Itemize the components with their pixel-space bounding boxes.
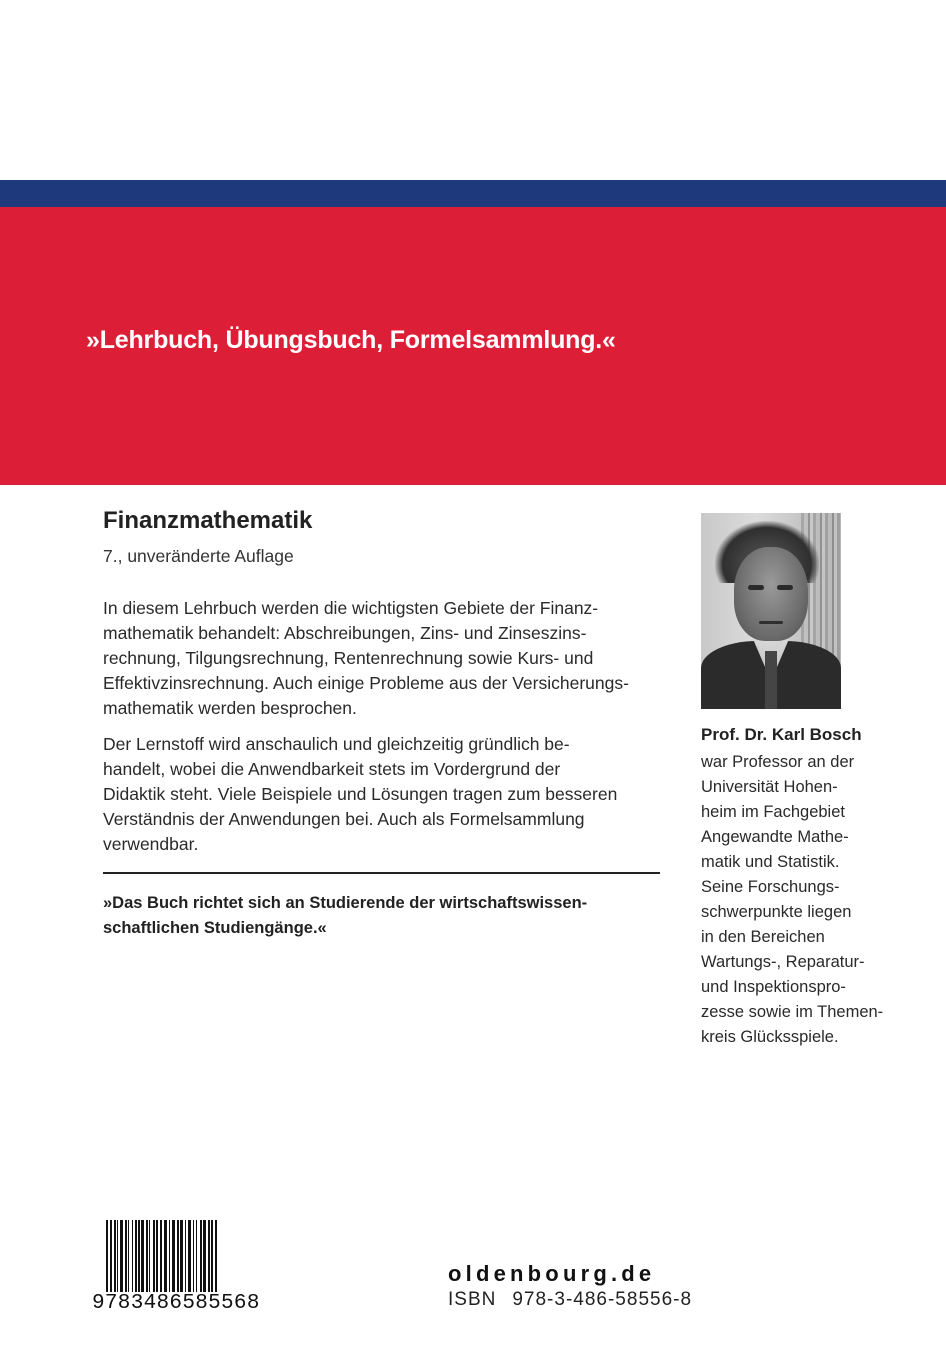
barcode-bar [138, 1220, 140, 1292]
barcode-bar [188, 1220, 191, 1292]
barcode-bar [203, 1220, 206, 1292]
author-name: Prof. Dr. Karl Bosch [701, 725, 862, 744]
bio-line: matik und Statistik. [701, 853, 840, 871]
bio-line: Universität Hohen- [701, 778, 838, 796]
barcode-bar [208, 1220, 210, 1292]
barcode-bar [135, 1220, 137, 1292]
barcode-bar [141, 1220, 144, 1292]
bio-line: zesse sowie im Themen- [701, 1003, 884, 1021]
bio-line: heim im Fachgebiet [701, 803, 845, 821]
divider-rule [103, 872, 660, 874]
audience-quote [103, 891, 587, 941]
author-bio [701, 750, 883, 1050]
text-line: Didaktik steht. Viele Beispiele und Lösungen tragen zum besseren [103, 784, 618, 804]
barcode-bar [172, 1220, 175, 1292]
barcode-bar [128, 1220, 129, 1292]
quote-line: schaftlichen Studiengänge.« [103, 919, 327, 937]
barcode-bar [132, 1220, 133, 1292]
text-line: Effektivzinsrechnung. Auch einige Probleme aus der Versicherungs- [103, 673, 629, 693]
text-line: mathematik behandelt: Abschreibungen, Zins- und Zinseszins- [103, 623, 587, 643]
text-line: verwendbar. [103, 834, 199, 854]
barcode-bar [153, 1220, 155, 1292]
barcode-bar [114, 1220, 116, 1292]
barcode-bar [177, 1220, 179, 1292]
barcode-bar [117, 1220, 118, 1292]
text-line: mathematik werden besprochen. [103, 698, 357, 718]
text-line: Verständnis der Anwendungen bei. Auch als Formelsammlung [103, 809, 585, 829]
text-line: rechnung, Tilgungsrechnung, Rentenrechnung sowie Kurs- und [103, 648, 594, 668]
isbn-line [448, 1289, 692, 1311]
text-line: In diesem Lehrbuch werden die wichtigsten Gebiete der Finanz- [103, 598, 599, 618]
barcode-bar [164, 1220, 167, 1292]
barcode-digits: 9783486585568 [92, 1292, 260, 1315]
bio-line: in den Bereichen [701, 928, 825, 946]
book-title: Finanzmathematik [103, 507, 313, 534]
publisher-website: oldenbourg.de [448, 1261, 656, 1286]
barcode-bar [196, 1220, 197, 1292]
bio-line: Wartungs-, Reparatur- [701, 953, 865, 971]
isbn-label: ISBN [448, 1289, 497, 1310]
text-line: Der Lernstoff wird anschaulich und gleichzeitig gründlich be- [103, 734, 570, 754]
banner-tagline: »Lehrbuch, Übungsbuch, Formelsammlung.« [86, 326, 616, 354]
bio-line: Angewandte Mathe- [701, 828, 849, 846]
barcode-bar [149, 1220, 150, 1292]
barcode-bar [146, 1220, 148, 1292]
author-photo [701, 513, 841, 709]
bio-line: schwerpunkte liegen [701, 903, 852, 921]
isbn-number: 978-3-486-58556-8 [512, 1289, 693, 1310]
quote-line: »Das Buch richtet sich an Studierende der wirtschaftswissen- [103, 894, 588, 912]
description-paragraph-2 [103, 732, 659, 857]
barcode-bar [169, 1220, 170, 1292]
bio-line: kreis Glücksspiele. [701, 1028, 839, 1046]
bio-line: und Inspektionspro- [701, 978, 846, 996]
barcode-bar [125, 1220, 127, 1292]
description-paragraph-1 [103, 596, 659, 721]
barcode-bar [193, 1220, 194, 1292]
barcode-bar [180, 1220, 183, 1292]
barcode-bar [185, 1220, 186, 1292]
barcode-bar [120, 1220, 123, 1292]
book-edition: 7., unveränderte Auflage [103, 546, 294, 566]
bio-line: Seine Forschungs- [701, 878, 840, 896]
text-line: handelt, wobei die Anwendbarkeit stets im Vordergrund der [103, 759, 561, 779]
bio-line: war Professor an der [701, 753, 855, 771]
top-blue-band [0, 180, 946, 207]
barcode-bar [200, 1220, 202, 1292]
